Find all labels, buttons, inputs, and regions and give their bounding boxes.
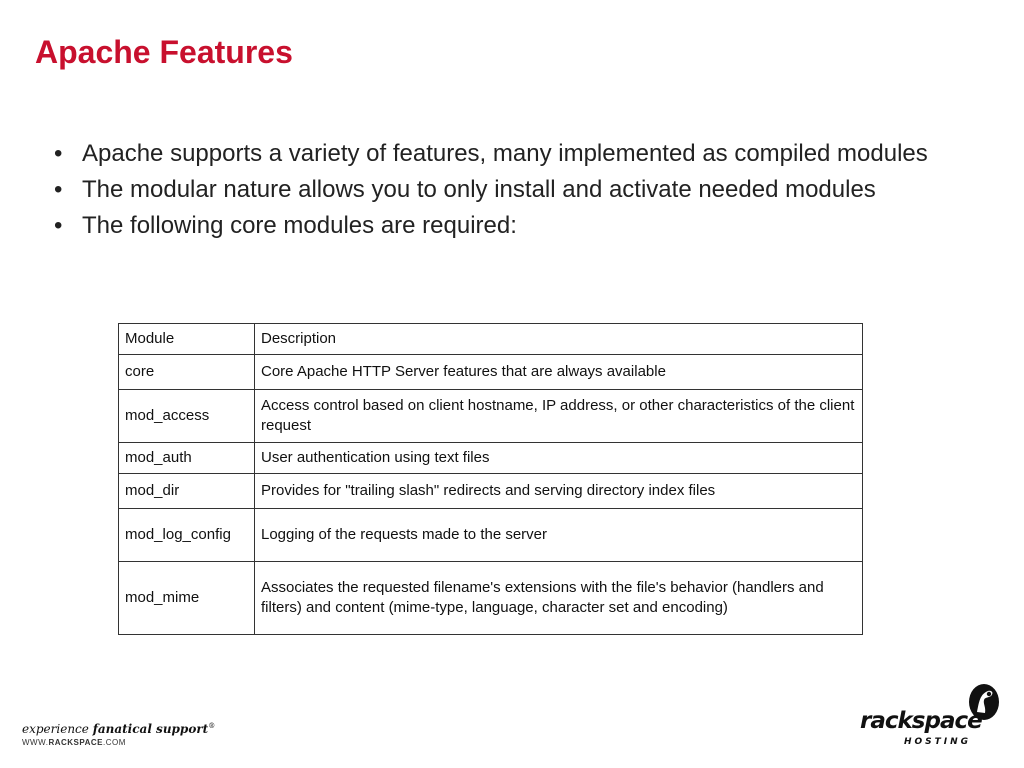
bullet-text: The following core modules are required:	[82, 212, 517, 239]
bullet-item	[50, 174, 930, 205]
module-cell: mod_access	[119, 390, 255, 443]
footer-tagline-block	[22, 722, 215, 747]
table-row	[119, 390, 863, 443]
module-cell: mod_dir	[119, 474, 255, 509]
table-row	[119, 562, 863, 635]
header-cell-module: Module	[119, 324, 255, 355]
slide-title: Apache Features	[35, 34, 293, 70]
description-cell: Access control based on client hostname, IP address, or other characteristics of the client request	[255, 390, 863, 443]
module-cell: mod_log_config	[119, 509, 255, 562]
table-row	[119, 474, 863, 509]
url-bold: RACKSPACE	[48, 738, 104, 747]
module-cell: core	[119, 355, 255, 390]
logo-subtitle: HOSTING	[904, 737, 972, 747]
url-suffix: .COM	[103, 738, 126, 747]
logo-word-text: rackspace	[860, 708, 982, 734]
bullet-text: The modular nature allows you to only install and activate needed modules	[82, 176, 876, 203]
module-cell: mod_auth	[119, 443, 255, 474]
table-row	[119, 443, 863, 474]
tagline-prefix: experience	[22, 722, 93, 736]
url-prefix: WWW.	[22, 738, 49, 747]
description-cell: User authentication using text files	[255, 443, 863, 474]
tagline-bold: fanatical support	[92, 722, 209, 736]
bullet-list	[50, 138, 930, 246]
bullet-item	[50, 210, 930, 241]
footer-tagline	[22, 722, 215, 736]
bullet-icon: •	[54, 176, 63, 203]
logo-reg-mark: ®	[981, 712, 990, 722]
bullet-icon: •	[54, 212, 63, 239]
modules-table	[118, 323, 863, 635]
description-cell: Provides for "trailing slash" redirects and serving directory index files	[255, 474, 863, 509]
rackspace-logo	[858, 680, 1008, 750]
footer-url	[22, 738, 215, 747]
table-header-row	[119, 324, 863, 355]
table-row	[119, 509, 863, 562]
bullet-icon: •	[54, 140, 63, 167]
description-cell: Core Apache HTTP Server features that are always available	[255, 355, 863, 390]
table-row	[119, 355, 863, 390]
logo-wordmark	[860, 708, 990, 734]
module-cell: mod_mime	[119, 562, 255, 635]
description-cell: Associates the requested filename's extensions with the file's behavior (handlers and filters) and content (mime-type, language, character set and encoding)	[255, 562, 863, 635]
bullet-item	[50, 138, 930, 169]
description-cell: Logging of the requests made to the server	[255, 509, 863, 562]
bullet-text: Apache supports a variety of features, many implemented as compiled modules	[82, 140, 928, 167]
tagline-mark: ®	[208, 722, 216, 730]
header-cell-description: Description	[255, 324, 863, 355]
